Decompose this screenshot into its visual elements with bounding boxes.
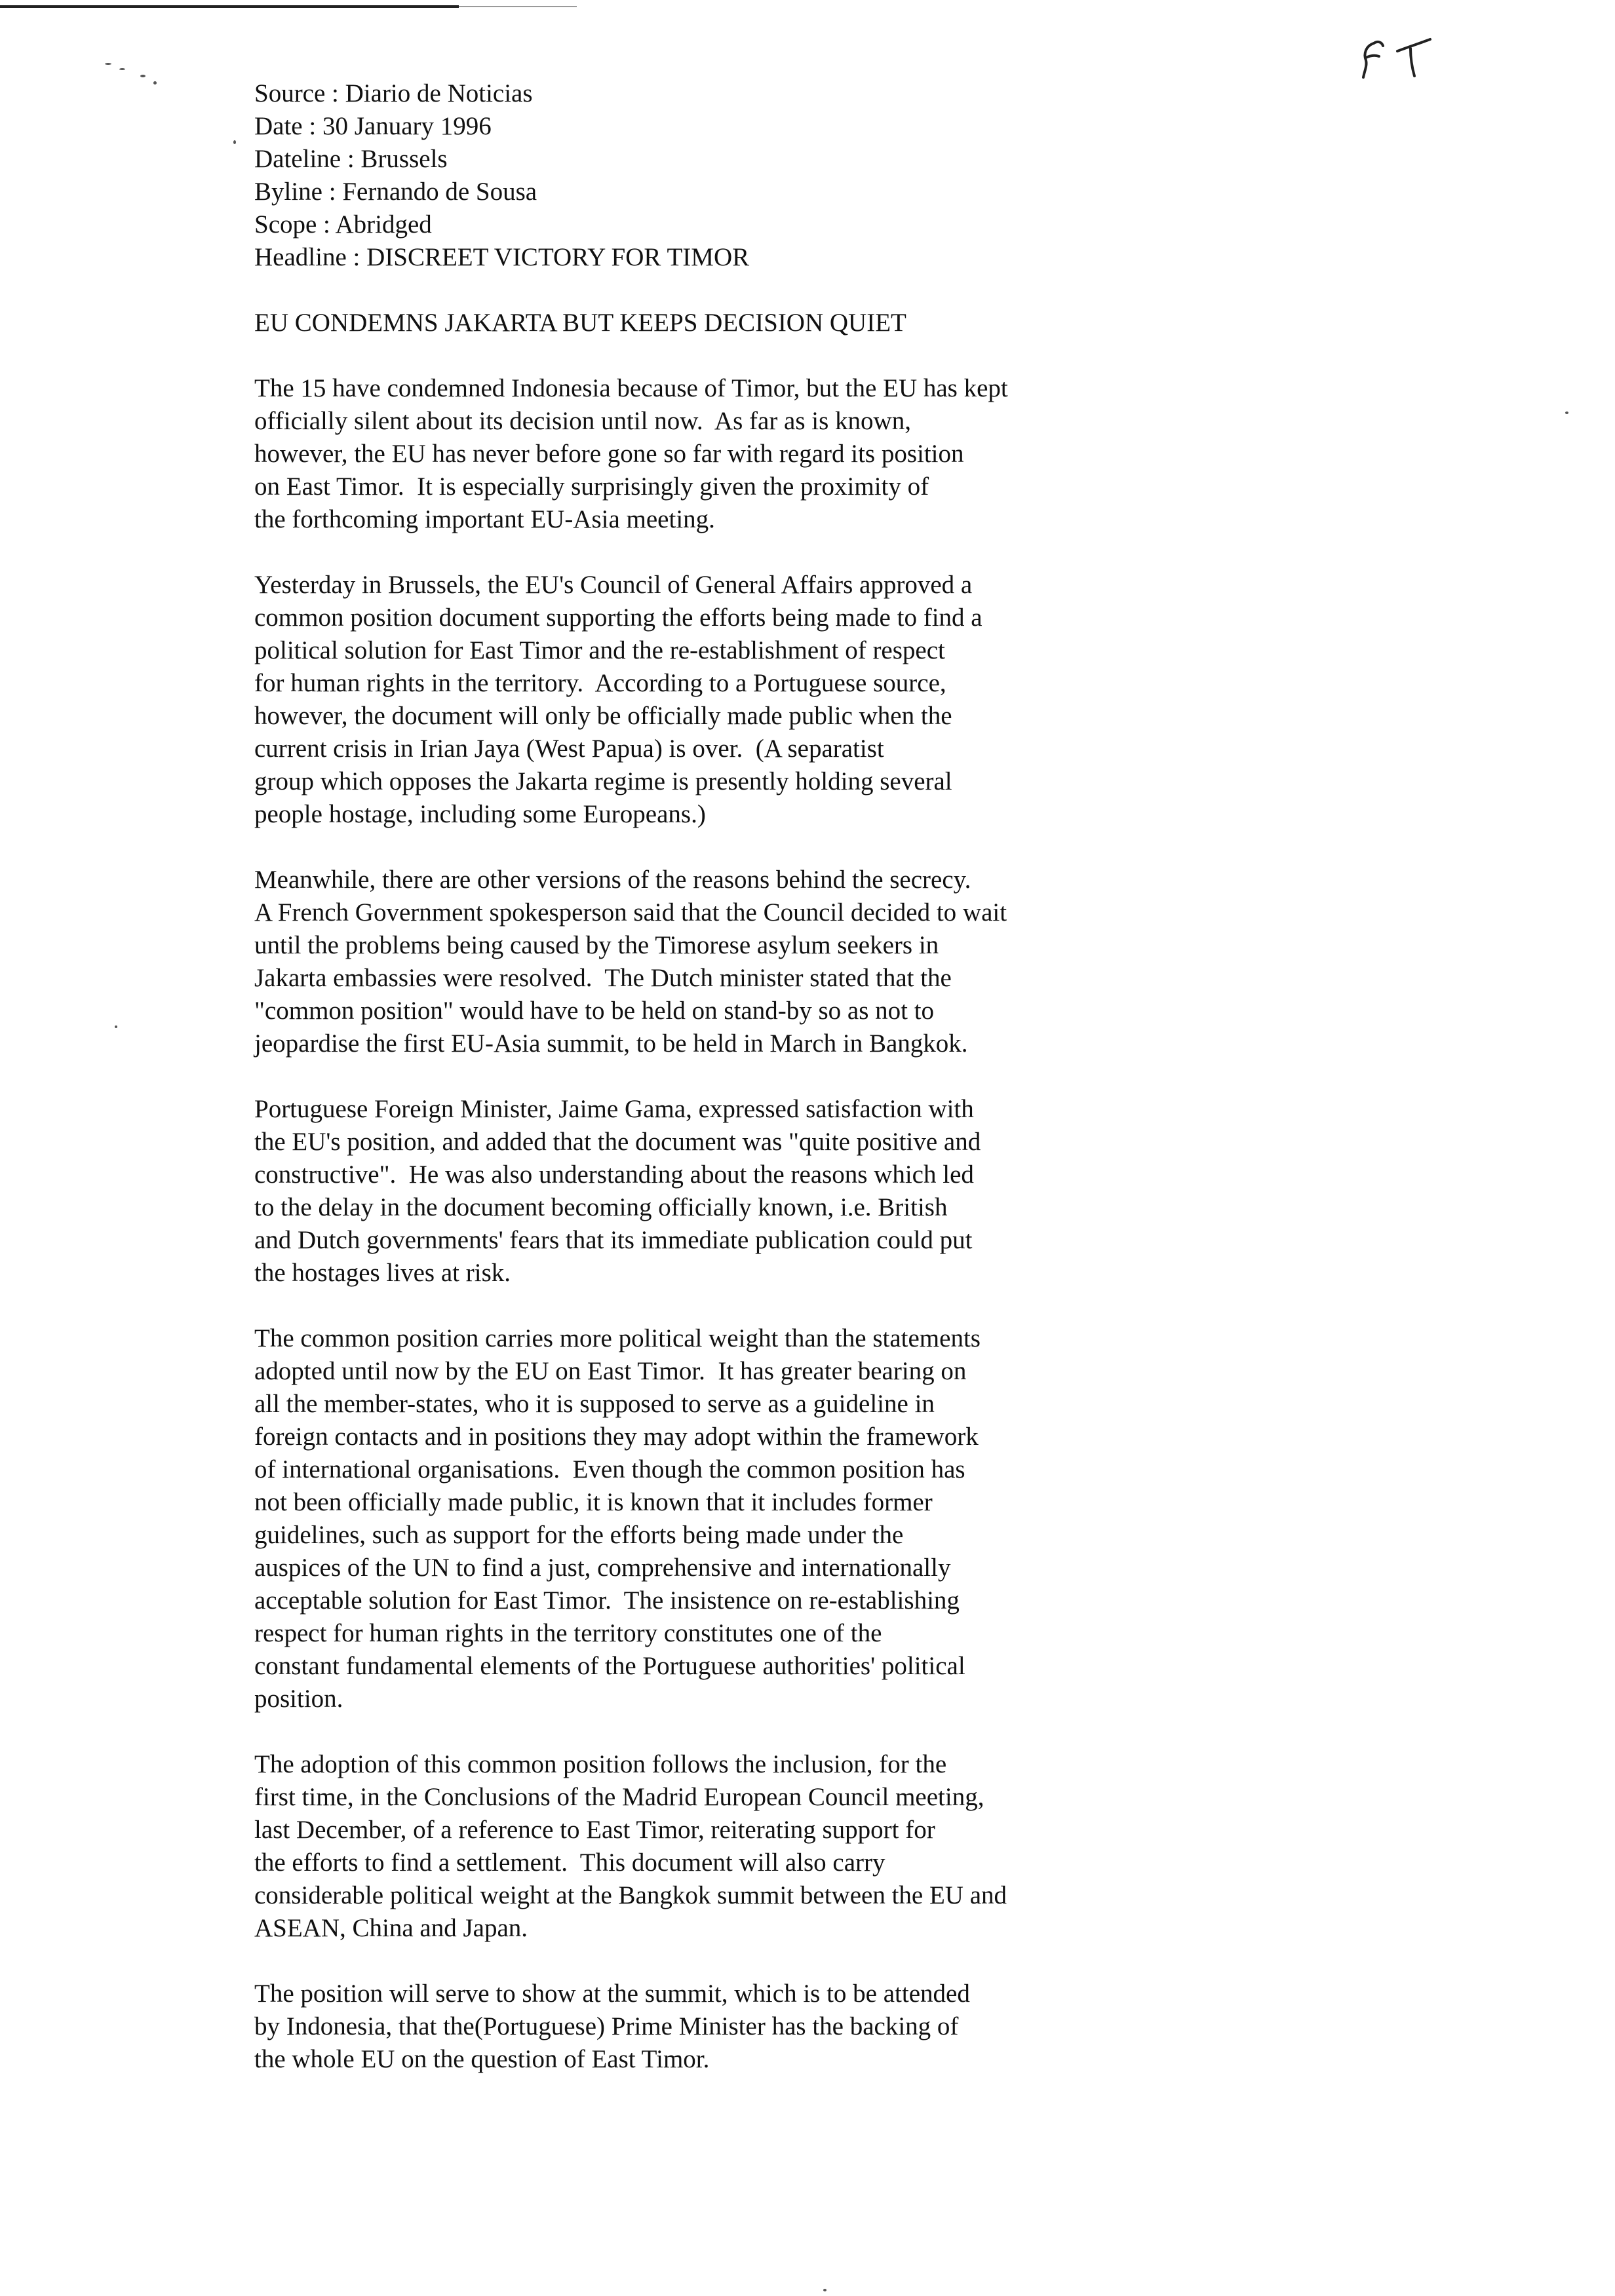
text-line: by Indonesia, that the(Portuguese) Prime Minister has the backing of [254,2012,959,2040]
handwritten-et-mark [1357,31,1435,84]
scan-speck [140,75,146,77]
paragraph [254,1748,1500,1945]
meta-source: Source : Diario de Noticias [254,79,533,107]
scan-speck [119,68,125,70]
text-line: the efforts to find a settlement. This document will also carry [254,1848,885,1877]
text-line: Meanwhile, there are other versions of the reasons behind the secrecy. [254,866,971,894]
scan-speck [105,63,111,65]
text-line: the hostages lives at risk. [254,1259,511,1287]
text-line: The common position carries more political weight than the statements [254,1324,981,1352]
text-line: however, the EU has never before gone so far with regard its position [254,440,964,468]
text-line: The position will serve to show at the summit, which is to be attended [254,1980,970,2008]
text-line: group which opposes the Jakarta regime is presently holding several [254,767,952,795]
scan-speck [233,140,236,144]
sub-headline: EU CONDEMNS JAKARTA BUT KEEPS DECISION QUIET [254,309,906,337]
paragraph [254,864,1500,1060]
source-metadata [254,77,1500,274]
text-line: not been officially made public, it is known that it includes former [254,1488,933,1516]
text-line: all the member-states, who it is supposed to serve as a guideline in [254,1390,935,1418]
paragraph [254,569,1500,831]
text-line: the whole EU on the question of East Timor. [254,2045,710,2073]
scan-speck [153,81,157,85]
text-line: adopted until now by the EU on East Timor. It has greater bearing on [254,1357,967,1385]
text-line: foreign contacts and in positions they may adopt within the framework [254,1423,979,1451]
text-line: auspices of the UN to find a just, comprehensive and internationally [254,1554,951,1582]
text-line: "common position" would have to be held on stand-by so as not to [254,997,935,1025]
paragraph [254,1322,1500,1715]
text-line: constant fundamental elements of the Portuguese authorities' political [254,1652,965,1680]
text-line: current crisis in Irian Jaya (West Papua) is over. (A separatist [254,735,884,763]
text-line: until the problems being caused by the Timorese asylum seekers in [254,931,939,959]
text-line: to the delay in the document becoming officially known, i.e. British [254,1193,948,1221]
text-line: Jakarta embassies were resolved. The Dutch minister stated that the [254,964,952,992]
text-line: respect for human rights in the territory constitutes one of the [254,1619,882,1647]
text-line: The 15 have condemned Indonesia because of Timor, but the EU has kept [254,374,1008,402]
meta-dateline: Dateline : Brussels [254,145,448,173]
meta-headline: Headline : DISCREET VICTORY FOR TIMOR [254,243,750,271]
text-line: common position document supporting the efforts being made to find a [254,603,983,632]
scan-speck [115,1025,117,1028]
document-body [254,77,1500,2076]
paragraph [254,1978,1500,2076]
text-line: of international organisations. Even though the common position has [254,1455,965,1483]
text-line: Yesterday in Brussels, the EU's Council of General Affairs approved a [254,571,973,599]
scan-edge-line [0,5,459,8]
text-line: people hostage, including some Europeans.) [254,800,706,828]
text-line: the EU's position, and added that the document was "quite positive and [254,1128,981,1156]
text-line: acceptable solution for East Timor. The insistence on re-establishing [254,1586,960,1615]
text-line: considerable political weight at the Bangkok summit between the EU and [254,1881,1007,1909]
meta-date: Date : 30 January 1996 [254,112,492,140]
scan-speck [1565,411,1568,414]
text-line: jeopardise the first EU-Asia summit, to be held in March in Bangkok. [254,1029,968,1058]
scan-speck [823,2289,827,2291]
text-line: A French Government spokesperson said that the Council decided to wait [254,898,1007,927]
text-line: officially silent about its decision until now. As far as is known, [254,407,911,435]
meta-byline: Byline : Fernando de Sousa [254,178,537,206]
text-line: constructive". He was also understanding about the reasons which led [254,1160,974,1189]
text-line: however, the document will only be officially made public when the [254,702,952,730]
meta-scope: Scope : Abridged [254,210,432,239]
text-line: guidelines, such as support for the efforts being made under the [254,1521,904,1549]
paragraph [254,372,1500,536]
text-line: first time, in the Conclusions of the Madrid European Council meeting, [254,1783,984,1811]
text-line: and Dutch governments' fears that its immediate publication could put [254,1226,973,1254]
paragraph [254,1093,1500,1290]
scan-edge-line-faint [459,6,577,7]
text-line: the forthcoming important EU-Asia meeting. [254,505,715,533]
text-line: for human rights in the territory. According to a Portuguese source, [254,669,946,697]
text-line: ASEAN, China and Japan. [254,1914,528,1942]
text-line: on East Timor. It is especially surprisingly given the proximity of [254,472,929,501]
text-line: position. [254,1685,343,1713]
text-line: Portuguese Foreign Minister, Jaime Gama, expressed satisfaction with [254,1095,974,1123]
text-line: political solution for East Timor and the re-establishment of respect [254,636,945,664]
text-line: The adoption of this common position follows the inclusion, for the [254,1750,947,1778]
text-line: last December, of a reference to East Timor, reiterating support for [254,1816,935,1844]
